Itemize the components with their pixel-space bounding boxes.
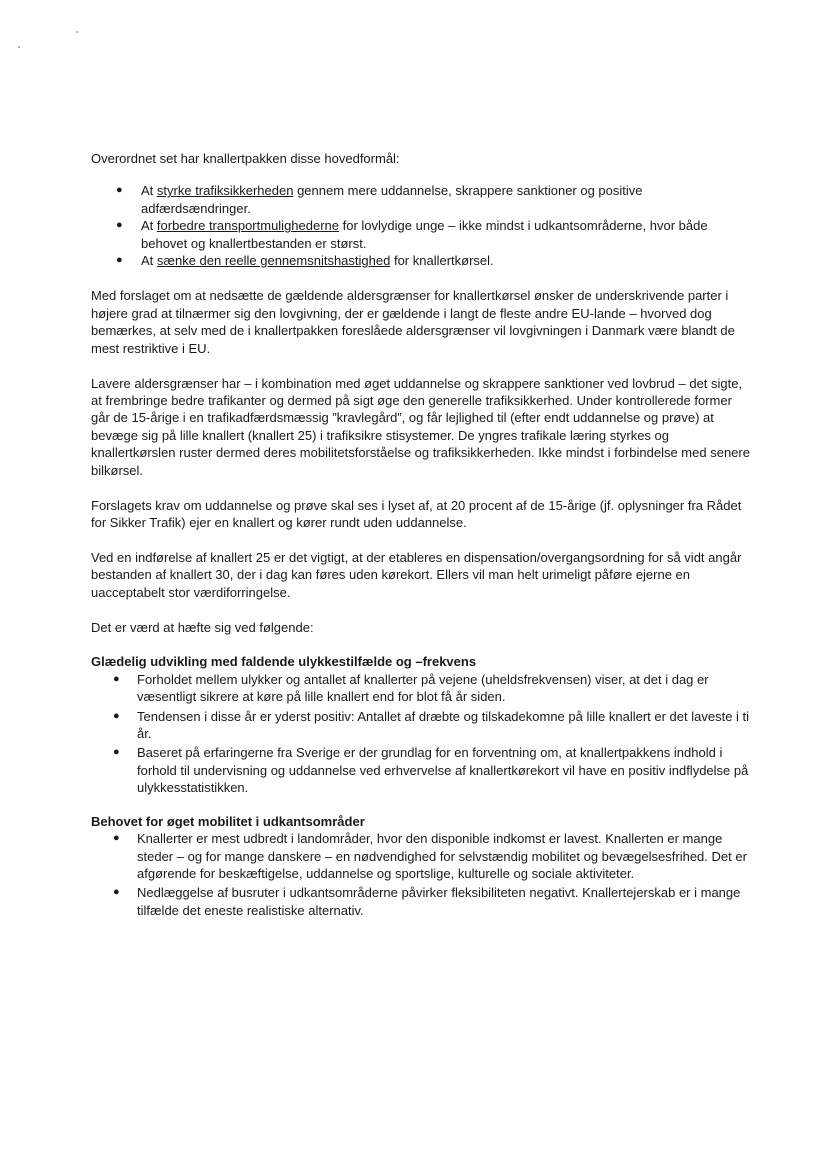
paragraph-note: Det er værd at hæfte sig ved følgende: [91,619,314,635]
goal-text: for knallertkørsel. [390,253,494,269]
goal-item [91,252,751,269]
scan-speck [18,46,20,48]
section-list [91,830,751,919]
goal-item [91,217,751,252]
list-item [91,744,751,796]
section-heading: Behovet for øget mobilitet i udkantsområder [91,813,365,829]
scan-speck [76,31,78,33]
bullet-icon: ● [113,886,120,899]
intro-text: Overordnet set har knallertpakken disse hovedformål: [91,151,400,166]
paragraph-lower-age: Lavere aldersgrænser har – i kombination med øget uddannelse og skrappere sanktioner ved lovbrud – det sigte, at frembringe bedre trafikanter og dermed på sigt øge den generelle trafiksikkerhed. Under kontrollerede former går de 15-årige i en trafikadfærdsmæssig ”kravlegård”, og får lejlighed til (efter endt uddannelse og prøve) at bevæge sig på lille knallert (knallert 25) i trafiksikre stisystemer. De yngres trafikale læring styrkes og knallertkørslen ruster dermed deres mobilitetsforståelse og trafiksikkerheden. Ikke mindst i forbindelse med senere bilkørsel. [91,375,750,478]
list-item [91,884,751,919]
goal-underlined: styrke trafiksikkerheden [156,183,294,199]
list-item [91,671,751,706]
paragraph-education: Forslagets krav om uddannelse og prøve skal ses i lyset af, at 20 procent af de 15-årige (jf. oplysninger fra Rådet for Sikker Trafik) ejer en knallert og kører rundt uden uddannelse. [91,497,742,530]
goal-text: for lovlydige unge – ikke mindst i udkantsområderne, hvor både behovet og knallertbestanden er størst. [141,218,708,251]
list-item-text: Tendensen i disse år er yderst positiv: Antallet af dræbte og tilskadekomne på lille knallert er det laveste i ti år. [137,708,750,742]
paragraph-transition: Ved en indførelse af knallert 25 er det vigtigt, at der etableres en dispensation/overgangsordning for så vidt angår bestanden af knallert 30, der i dag kan føres uden kørekort. Ellers vil man helt urimeligt påføre ejerne en uacceptabelt stor værdiforringelse. [91,549,742,600]
list-item-text: Baseret på erfaringerne fra Sverige er der grundlag for en forventning om, at knallertpakkens indhold i forhold til undervisning og uddannelse ved erhvervelse af knallertkørekort vil have en positiv indflydelse på ulykkesstatistikken. [137,745,749,796]
bullet-icon: ● [116,254,123,267]
goals-list [91,182,751,269]
goal-item [91,182,751,217]
bullet-icon: ● [113,709,120,722]
section-heading: Glædelig udvikling med faldende ulykkestilfælde og –frekvens [91,654,477,670]
bullet-icon: ● [113,672,120,685]
goal-underlined: sænke den reelle gennemsnitshastighed [156,253,391,269]
list-item-text: Forholdet mellem ulykker og antallet af knallerter på vejene (uheldsfrekvensen) viser, at det i dag er væsentligt sikrere at køre på lille knallert end for blot få år siden. [137,671,709,705]
bullet-icon: ● [113,832,120,845]
list-item [91,708,751,743]
bullet-icon: ● [116,184,123,197]
goal-prefix: At [141,218,157,234]
goal-underlined: forbedre transportmulighederne [156,218,340,234]
section-list [91,671,751,797]
bullet-icon: ● [116,219,123,232]
list-item-text: Knallerter er mest udbredt i landområder, hvor den disponible indkomst er lavest. Knallerten er mange steder – og for mange danskere – en nødvendighed for selvstændig mobilitet og bevægelsesfrihed. Det er afgørende for beskæftigelse, uddannelse og sportslige, kulturelle og sociale aktiviteter. [137,831,747,881]
paragraph-age-limits: Med forslaget om at nedsætte de gældende aldersgrænser for knallertkørsel ønsker de underskrivende parter i højere grad at tilnærmer sig den lovgivning, der er gældende i langt de fleste andre EU-lande – hvorved dog bemærkes, at selv med de i knallertpakken foreslåede aldersgrænser vil lovgivningen i Danmark være blandt de mest restriktive i EU. [91,288,735,356]
bullet-icon: ● [113,746,120,759]
goal-prefix: At [141,253,157,269]
list-item [91,830,751,882]
list-item-text: Nedlæggelse af busruter i udkantsområderne påvirker fleksibiliteten negativt. Knallertejerskab er i mange tilfælde det eneste realistiske alternativ. [137,885,741,918]
document-page [91,150,751,935]
goal-text: gennem mere uddannelse, skrappere sanktioner og positive adfærdsændringer. [141,183,643,216]
goal-prefix: At [141,183,157,199]
